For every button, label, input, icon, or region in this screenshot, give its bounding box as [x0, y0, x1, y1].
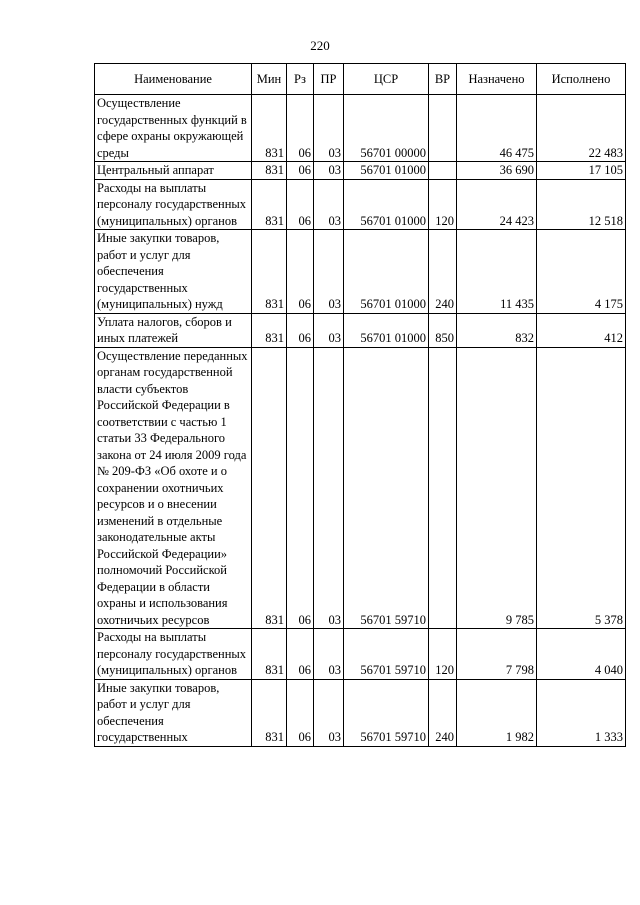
- row-vr: 120: [429, 629, 457, 680]
- table-row: [95, 313, 626, 347]
- row-csr: 56701 01000: [344, 313, 429, 347]
- header-vr: ВР: [429, 64, 457, 95]
- row-executed: 17 105: [537, 162, 626, 180]
- row-pr: 03: [314, 347, 344, 629]
- row-executed: 22 483: [537, 95, 626, 162]
- row-rz: 06: [287, 313, 314, 347]
- row-name: Центральный аппарат: [95, 162, 252, 180]
- row-name: Уплата налогов, сборов и иных платежей: [95, 313, 252, 347]
- row-assigned: 11 435: [457, 230, 537, 314]
- row-assigned: 36 690: [457, 162, 537, 180]
- row-min: 831: [252, 313, 287, 347]
- row-vr: [429, 162, 457, 180]
- header-rz: Рз: [287, 64, 314, 95]
- header-min: Мин: [252, 64, 287, 95]
- row-min: 831: [252, 179, 287, 230]
- row-name: Осуществление переданных органам государственной власти субъектов Российской Федерации в соответствии с частью 1 статьи 33 Федерального закона от 24 июля 2009 года № 209-ФЗ «Об охоте и о сохранении охотничьих ресурсов и о внесении изменений в отдельные законодательные акты Российской Федерации» полномочий Российской Федерации в области охраны и использования охотничьих ресурсов: [95, 347, 252, 629]
- header-csr: ЦСР: [344, 64, 429, 95]
- row-pr: 03: [314, 230, 344, 314]
- header-executed: Исполнено: [537, 64, 626, 95]
- row-executed: 4 040: [537, 629, 626, 680]
- row-rz: 06: [287, 629, 314, 680]
- header-name: Наименование: [95, 64, 252, 95]
- table-row: [95, 179, 626, 230]
- row-csr: 56701 01000: [344, 179, 429, 230]
- row-csr: 56701 00000: [344, 95, 429, 162]
- row-rz: 06: [287, 230, 314, 314]
- row-vr: [429, 95, 457, 162]
- budget-table: [94, 63, 626, 747]
- row-pr: 03: [314, 313, 344, 347]
- row-assigned: 24 423: [457, 179, 537, 230]
- table-row: [95, 679, 626, 746]
- row-executed: 1 333: [537, 679, 626, 746]
- row-assigned: 9 785: [457, 347, 537, 629]
- row-rz: 06: [287, 679, 314, 746]
- row-assigned: 1 982: [457, 679, 537, 746]
- row-min: 831: [252, 95, 287, 162]
- table-row: [95, 347, 626, 629]
- row-executed: 412: [537, 313, 626, 347]
- row-rz: 06: [287, 179, 314, 230]
- row-pr: 03: [314, 629, 344, 680]
- row-vr: 850: [429, 313, 457, 347]
- table-row: [95, 95, 626, 162]
- row-executed: 5 378: [537, 347, 626, 629]
- row-min: 831: [252, 347, 287, 629]
- page-number: 220: [310, 38, 330, 53]
- table-row: [95, 230, 626, 314]
- row-csr: 56701 59710: [344, 347, 429, 629]
- row-min: 831: [252, 230, 287, 314]
- header-assigned: Назначено: [457, 64, 537, 95]
- row-rz: 06: [287, 347, 314, 629]
- row-vr: [429, 347, 457, 629]
- row-name: Расходы на выплаты персоналу государственных (муниципальных) органов: [95, 629, 252, 680]
- row-min: 831: [252, 679, 287, 746]
- row-min: 831: [252, 629, 287, 680]
- row-name: Иные закупки товаров, работ и услуг для обеспечения государственных (муниципальных) нужд: [95, 230, 252, 314]
- row-min: 831: [252, 162, 287, 180]
- row-vr: 120: [429, 179, 457, 230]
- row-name: Осуществление государственных функций в сфере охраны окружающей среды: [95, 95, 252, 162]
- table-row: [95, 162, 626, 180]
- row-assigned: 7 798: [457, 629, 537, 680]
- row-csr: 56701 59710: [344, 629, 429, 680]
- row-name: Расходы на выплаты персоналу государственных (муниципальных) органов: [95, 179, 252, 230]
- row-vr: 240: [429, 679, 457, 746]
- row-pr: 03: [314, 679, 344, 746]
- header-pr: ПР: [314, 64, 344, 95]
- row-name: Иные закупки товаров, работ и услуг для обеспечения государственных: [95, 679, 252, 746]
- row-pr: 03: [314, 162, 344, 180]
- row-csr: 56701 01000: [344, 230, 429, 314]
- table-row: [95, 629, 626, 680]
- row-pr: 03: [314, 95, 344, 162]
- table-header-row: [95, 64, 626, 95]
- row-executed: 12 518: [537, 179, 626, 230]
- row-executed: 4 175: [537, 230, 626, 314]
- row-assigned: 832: [457, 313, 537, 347]
- row-vr: 240: [429, 230, 457, 314]
- row-assigned: 46 475: [457, 95, 537, 162]
- row-rz: 06: [287, 162, 314, 180]
- row-rz: 06: [287, 95, 314, 162]
- row-csr: 56701 59710: [344, 679, 429, 746]
- row-pr: 03: [314, 179, 344, 230]
- row-csr: 56701 01000: [344, 162, 429, 180]
